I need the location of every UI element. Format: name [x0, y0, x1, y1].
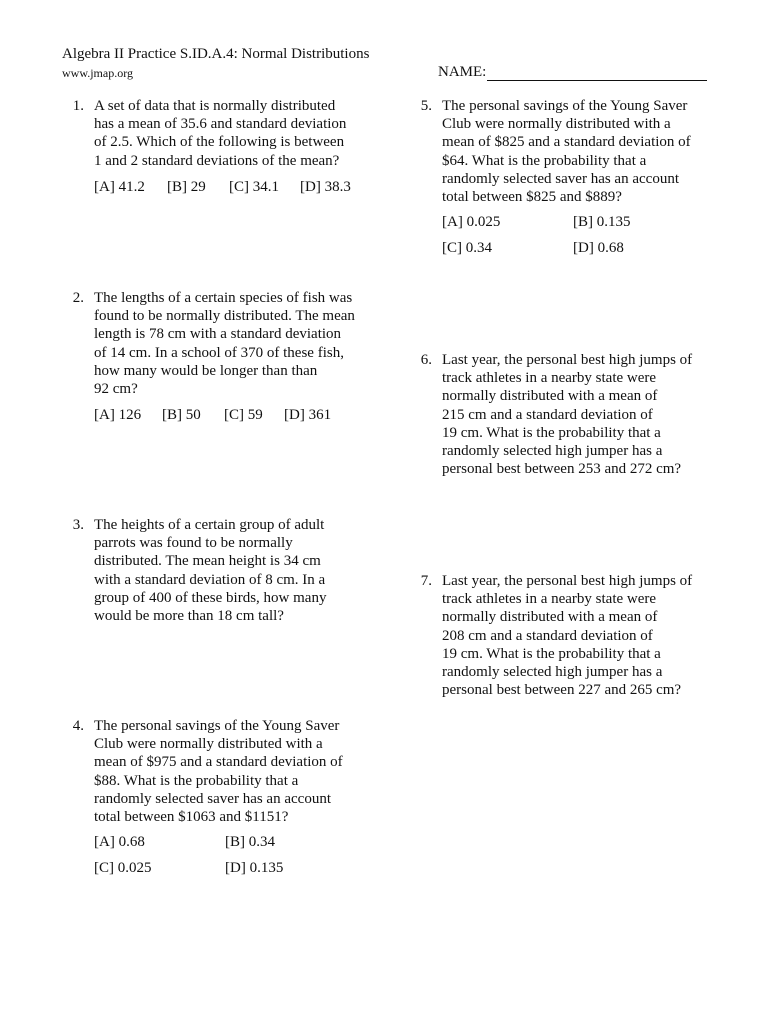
choice-c: [C] 34.1 [229, 178, 279, 195]
question-text-line: 208 cm and a standard deviation of [442, 627, 653, 644]
choice-d: [D] 361 [284, 407, 332, 424]
choice-c: [C] 59 [224, 407, 263, 424]
choice-a: [A] 126 [94, 407, 142, 424]
choice-a: [A] 41.2 [94, 178, 145, 195]
question-text-line: total between $825 and $889? [442, 189, 622, 206]
site-url: www.jmap.org [62, 66, 133, 80]
choice-b: [B] 29 [167, 178, 206, 195]
choice-c: [C] 0.34 [442, 240, 492, 257]
question-number: 3. [72, 517, 84, 533]
question-text-line: of 2.5. Which of the following is between [94, 134, 345, 151]
question-text-line: normally distributed with a mean of [442, 388, 658, 405]
question-text-line: Last year, the personal best high jumps of [442, 352, 693, 368]
question-text-line: has a mean of 35.6 and standard deviation [94, 116, 347, 133]
question-text-line: group of 400 of these birds, how many [94, 589, 327, 606]
question-text-line: 1 and 2 standard deviations of the mean? [94, 152, 340, 169]
question-text-line: normally distributed with a mean of [442, 609, 658, 626]
question-number: 5. [420, 98, 432, 114]
question-text-line: Club were normally distributed with a [442, 116, 671, 133]
question-text-line: 19 cm. What is the probability that a [442, 424, 661, 441]
choice-b: [B] 0.34 [225, 834, 275, 851]
question-text-line: randomly selected high jumper has a [442, 443, 663, 460]
question-text-line: The personal savings of the Young Saver [94, 718, 340, 734]
question-text-line: 215 cm and a standard deviation of [442, 406, 653, 423]
choice-b: [B] 0.135 [573, 214, 631, 231]
question-text-line: would be more than 18 cm tall? [94, 608, 284, 625]
question-text-line: how many would be longer than than [94, 362, 318, 379]
question-number: 7. [420, 573, 432, 589]
question-text-line: randomly selected saver has an account [94, 790, 331, 807]
choice-a: [A] 0.025 [442, 214, 501, 231]
question-number: 4. [72, 718, 84, 734]
worksheet-title: Algebra II Practice S.ID.A.4: Normal Distributions [62, 46, 370, 62]
question-text-line: of 14 cm. In a school of 370 of these fish, [94, 344, 344, 361]
question-text-line: total between $1063 and $1151? [94, 809, 289, 826]
question-text-line: found to be normally distributed. The mean [94, 308, 355, 325]
question-text-line: mean of $825 and a standard deviation of [442, 134, 691, 151]
question-text-line: with a standard deviation of 8 cm. In a [94, 571, 326, 588]
question-text-line: $64. What is the probability that a [442, 152, 647, 169]
question-text-line: The lengths of a certain species of fish was [94, 290, 353, 306]
name-blank-line [487, 66, 707, 81]
question-text-line: mean of $975 and a standard deviation of [94, 754, 343, 771]
name-label: NAME: [438, 64, 487, 80]
choice-a: [A] 0.68 [94, 834, 145, 851]
question-text-line: track athletes in a nearby state were [442, 591, 657, 608]
question-text-line: personal best between 227 and 265 cm? [442, 682, 682, 699]
question-text-line: 92 cm? [94, 381, 138, 398]
name-field [438, 64, 707, 81]
question-text-line: The heights of a certain group of adult [94, 517, 325, 533]
answer-choices [94, 833, 343, 877]
question-text-line: randomly selected high jumper has a [442, 664, 663, 681]
choice-d: [D] 0.68 [573, 240, 624, 257]
choice-d: [D] 0.135 [225, 860, 284, 877]
question-text-line: Last year, the personal best high jumps of [442, 573, 693, 589]
answer-choices [442, 213, 691, 257]
question-number: 1. [72, 98, 84, 114]
question-text-line: length is 78 cm with a standard deviation [94, 326, 342, 343]
question-text-line: distributed. The mean height is 34 cm [94, 553, 321, 570]
question-text-line: The personal savings of the Young Saver [442, 98, 688, 114]
question-number: 6. [420, 352, 432, 368]
question-text-line: track athletes in a nearby state were [442, 370, 657, 387]
question-text-line: randomly selected saver has an account [442, 170, 679, 187]
question-text-line: Club were normally distributed with a [94, 736, 323, 753]
choice-c: [C] 0.025 [94, 860, 152, 877]
answer-choices [94, 406, 355, 424]
question-text-line: $88. What is the probability that a [94, 772, 299, 789]
choice-b: [B] 50 [162, 407, 201, 424]
question-text-line: 19 cm. What is the probability that a [442, 645, 661, 662]
question-text-line: A set of data that is normally distributed [94, 98, 336, 114]
question-number: 2. [72, 290, 84, 306]
question-text-line: personal best between 253 and 272 cm? [442, 461, 682, 478]
choice-d: [D] 38.3 [300, 178, 351, 195]
answer-choices [94, 178, 351, 196]
question-text-line: parrots was found to be normally [94, 535, 293, 552]
